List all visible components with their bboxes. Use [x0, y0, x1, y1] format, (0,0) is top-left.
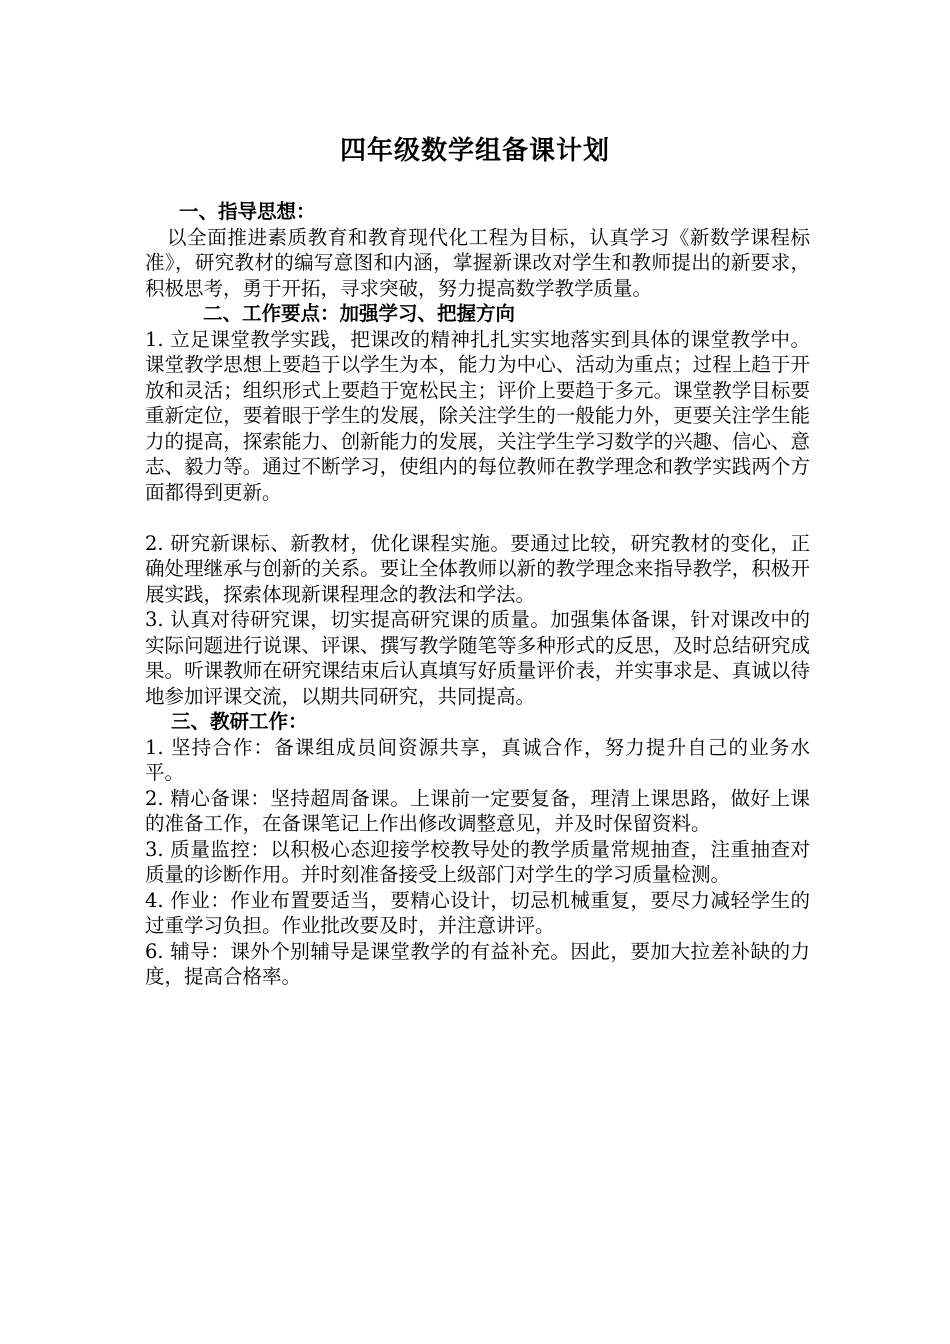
list-item: 3. 质量监控：以积极心态迎接学校教导处的教学质量常规抽查，注重抽查对质量的诊断作用。并时刻准备接受上级部门对学生的学习质量检测。 [145, 837, 810, 886]
list-item: 2. 研究新课标、新教材，优化课程实施。要通过比较，研究教材的变化，正确处理继承与创新的关系。要让全体教师以新的教学理念来指导教学，积极开展实践，探索体现新课程理念的教法和学法。 [145, 531, 810, 606]
document-body [145, 199, 810, 990]
blank-line [145, 505, 810, 531]
section-heading-guiding-ideology: 一、指导思想： [179, 200, 316, 223]
list-item: 3. 认真对待研究课，切实提高研究课的质量。加强集体备课，针对课改中的实际问题进行说课、评课、撰写教学随笔等多种形式的反思，及时总结研究成果。听课教师在研究课结束后认真填写好质量评价表，并实事求是、真诚以待地参加评课交流，以期共同研究，共同提高。 [145, 608, 810, 708]
section-heading-teaching-research: 三、教研工作： [171, 710, 308, 733]
list-item: 1. 立足课堂教学实践，把课改的精神扎扎实实地落实到具体的课堂教学中。课堂教学思想上要趋于以学生为本，能力为中心、活动为重点；过程上趋于开放和灵活；组织形式上要趋于宽松民主；评价上要趋于多元。课堂教学目标要重新定位，要着眼于学生的发展，除关注学生的一般能力外，更要关注学生能力的提高，探索能力、创新能力的发展，关注学生学习数学的兴趣、信心、意志、毅力等。通过不断学习，使组内的每位教师在教学理念和教学实践两个方面都得到更新。 [145, 327, 810, 504]
section-paragraph: 以全面推进素质教育和教育现代化工程为目标，认真学习《新数学课程标准》，研究教材的编写意图和内涵，掌握新课改对学生和教师提出的新要求，积极思考，勇于开拓，寻求突破，努力提高数学教学质量。 [145, 225, 810, 300]
list-item: 4. 作业：作业布置要适当，要精心设计，切忌机械重复，要尽力减轻学生的过重学习负担。作业批改要及时，并注意讲评。 [145, 888, 810, 937]
list-item: 2. 精心备课：坚持超周备课。上课前一定要复备，理清上课思路，做好上课的准备工作，在备课笔记上作出修改调整意见，并及时保留资料。 [145, 786, 810, 835]
document-title: 四年级数学组备课计划 [339, 136, 610, 166]
list-item: 6. 辅导：课外个别辅导是课堂教学的有益补充。因此，要加大拉差补缺的力度，提高合格率。 [145, 939, 810, 988]
list-item: 1. 坚持合作：备课组成员间资源共享，真诚合作，努力提升自己的业务水平。 [145, 735, 810, 784]
section-heading-work-points: 二、工作要点：加强学习、把握方向 [203, 302, 516, 325]
